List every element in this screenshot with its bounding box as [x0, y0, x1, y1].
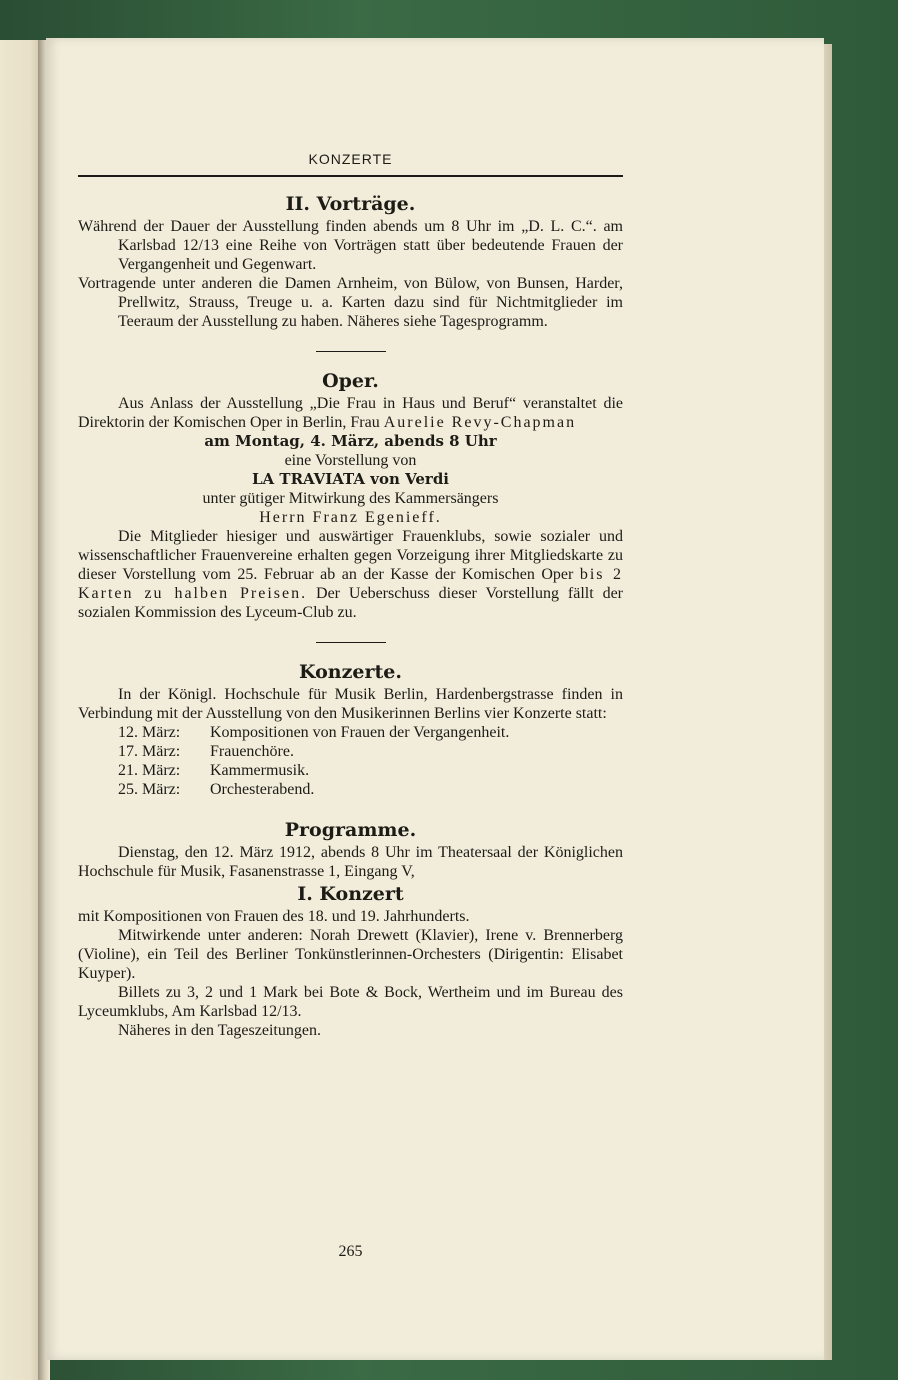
list-item — [118, 761, 623, 780]
oper-line-2: eine Vorstellung von — [284, 452, 417, 469]
concert-title: Kompositionen von Frauen der Vergangenheit. — [210, 724, 510, 741]
oper-intro-text: Aus Anlass der Ausstellung „Die Frau in Haus und Beruf“ veranstaltet die Direktorin der Komischen Oper in Berlin, Frau — [78, 395, 623, 431]
facing-page-edge — [0, 40, 42, 1380]
oper-members-text: Die Mitglieder hiesiger und auswärtiger Frauenklubs, sowie sozialer und wissenschaftlicher Frauenvereine erhalten gegen Vorzeigung ihrer Mitgliedskarte zu dieser Vorstellung vom 25. Februar ab an der Kasse der Komischen Oper — [78, 528, 623, 583]
oper-singer: Herrn Franz Egenieff. — [259, 509, 442, 526]
oper-intro — [78, 394, 623, 432]
heading-vortraege: II. Vorträge. — [285, 193, 416, 215]
concert-title: Orchesterabend. — [210, 781, 315, 798]
list-item — [118, 723, 623, 742]
heading-konzert-1: I. Konzert — [297, 883, 404, 905]
page-content — [78, 150, 624, 1260]
programme-paragraph-3: Billets zu 3, 2 und 1 Mark bei Bote & Bock, Wertheim und im Bureau des Lyceumklubs, Am Karlsbad 12/13. — [78, 984, 623, 1020]
list-item — [118, 780, 623, 799]
vortraege-paragraph-2: Vortragende unter anderen die Damen Arnheim, von Bülow, von Bunsen, Harder, Prellwitz, Strauss, Treuge u. a. Karten dazu sind für Nichtmitglieder im Teeraum der Ausstellung zu haben. Näheres siehe Tagesprogramm. — [78, 275, 623, 330]
oper-title-line: LA TRAVIATA von Verdi — [252, 470, 449, 488]
vortraege-paragraph-1: Während der Dauer der Ausstellung finden abends um 8 Uhr im „D. L. C.“. am Karlsbad 12/13 eine Reihe von Vorträgen statt über bedeutende Frauen der Vergangenheit und Gegenwart. — [78, 218, 623, 273]
heading-konzerte: Konzerte. — [299, 661, 402, 683]
oper-director: Aurelie Revy-Chapman — [383, 414, 577, 431]
programme-paragraph-2: Mitwirkende unter anderen: Norah Drewett (Klavier), Irene v. Brennerberg (Violine), ein Teil des Berliner Tonkünstlerinnen-Orchesters (Dirigentin: Elisabet Kuyper). — [78, 927, 623, 982]
oper-members-paragraph — [78, 527, 623, 622]
programme-paragraph-4: Näheres in den Tageszeitungen. — [118, 1022, 321, 1039]
concert-date: 12. März: — [118, 724, 181, 741]
programme-intro: Dienstag, den 12. März 1912, abends 8 Uhr im Theatersaal der Königlichen Hochschule für Musik, Fasanenstrasse 1, Eingang V, — [78, 844, 623, 880]
running-head: KONZERTE — [78, 150, 623, 177]
oper-line-3: unter gütiger Mitwirkung des Kammersängers — [202, 490, 499, 507]
concert-date: 21. März: — [118, 762, 181, 779]
oper-end-text: Der Ueberschuss dieser Vorstellung fällt der sozialen Kommission des Lyceum-Club zu. — [78, 585, 623, 621]
konzerte-date-list — [78, 723, 623, 799]
konzerte-intro: In der Königl. Hochschule für Musik Berlin, Hardenbergstrasse finden in Verbindung mit der Ausstellung von den Musikerinnen Berlins vier Konzerte statt: — [78, 686, 623, 722]
list-item — [118, 742, 623, 761]
concert-title: Frauenchöre. — [210, 743, 294, 760]
section-divider — [316, 351, 386, 352]
page-number: 265 — [338, 1243, 363, 1260]
concert-date: 25. März: — [118, 781, 181, 798]
concert-date: 17. März: — [118, 743, 181, 760]
heading-programme: Programme. — [284, 819, 417, 841]
concert-title: Kammermusik. — [210, 762, 310, 779]
oper-date-line: am Montag, 4. März, abends 8 Uhr — [204, 432, 497, 450]
programme-paragraph-1: mit Kompositionen von Frauen des 18. und 19. Jahrhunderts. — [78, 908, 470, 925]
section-divider — [316, 642, 386, 643]
oper-half-price: bis 2 Karten zu halben Preisen. — [78, 566, 624, 602]
heading-oper: Oper. — [322, 370, 379, 392]
